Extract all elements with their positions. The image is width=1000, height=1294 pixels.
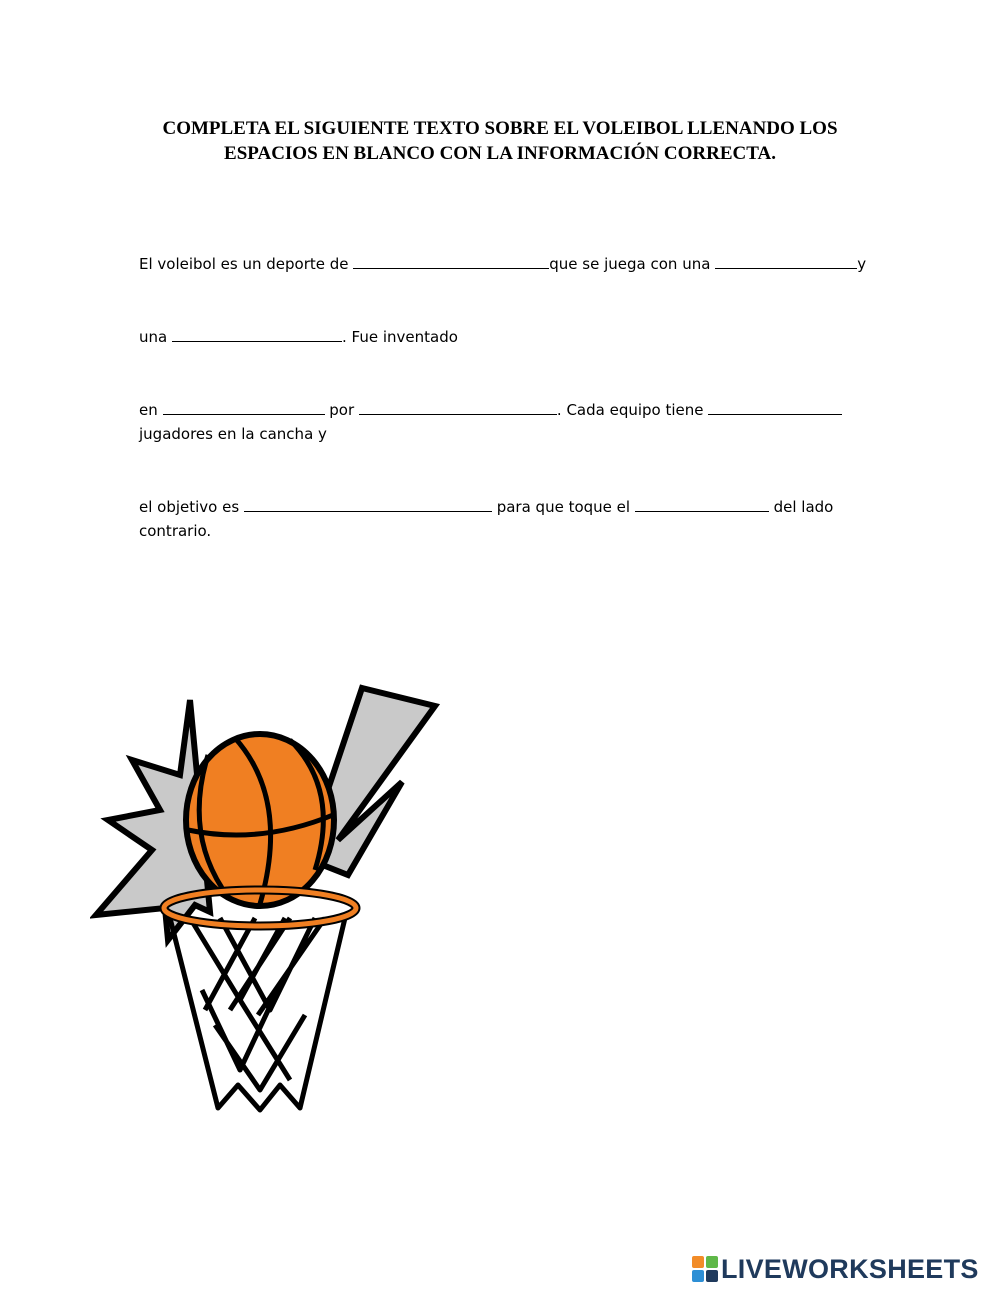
text-segment: que se juega con una [549,255,716,273]
title-line-1: COMPLETA EL SIGUIENTE TEXTO SOBRE EL VOLEIBOL LLENANDO LOS [162,118,838,139]
worksheet-title [100,116,900,166]
text-segment: del lado [768,498,834,516]
blank-answer-6[interactable] [708,397,842,415]
paragraph-2 [139,324,869,349]
blank-answer-8[interactable] [635,494,769,512]
text-segment: El voleibol es un deporte de [139,255,354,273]
paragraph-4 [139,494,869,543]
paragraph-3 [139,397,869,446]
liveworksheets-logo-icon [692,1256,718,1282]
basketball-hoop-icon [90,680,450,1130]
ball [186,734,334,906]
text-segment: por [324,401,359,419]
blank-answer-3[interactable] [172,324,342,342]
paragraph-1 [139,251,869,276]
text-segment: el objetivo es [139,498,244,516]
logo-text: LIVEWORKSHEETS [721,1253,979,1284]
text-segment: en [139,401,163,419]
blank-answer-1[interactable] [353,251,549,269]
title-line-2: ESPACIOS EN BLANCO CON LA INFORMACIÓN CORRECTA. [224,143,776,164]
blank-answer-4[interactable] [163,397,325,415]
liveworksheets-logo [692,1254,979,1284]
text-segment: y [857,255,867,273]
text-segment: . Cada equipo tiene [556,401,709,419]
blank-answer-2[interactable] [715,251,857,269]
text-segment: . Fue inventado [341,328,458,346]
blank-answer-7[interactable] [244,494,492,512]
text-segment: para que toque el [491,498,635,516]
text-segment: una [139,328,172,346]
text-segment: jugadores en la cancha y [139,425,327,443]
hoop-net [170,918,345,1110]
blank-answer-5[interactable] [359,397,557,415]
text-segment: contrario. [139,522,212,540]
